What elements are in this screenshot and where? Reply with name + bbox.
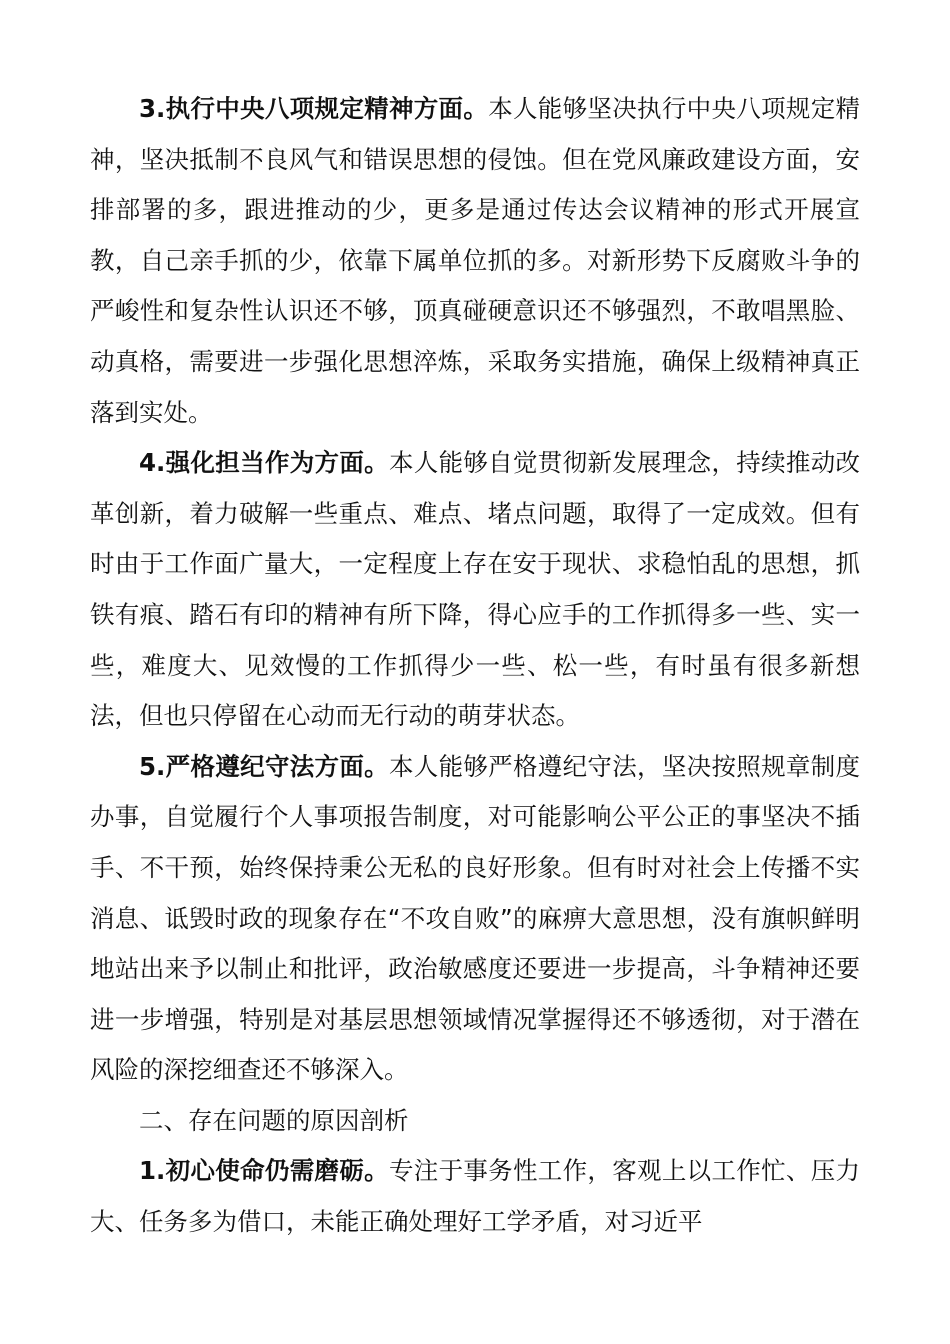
paragraph-cause-1 bbox=[90, 1146, 860, 1247]
document-body bbox=[90, 84, 860, 1248]
paragraph-text: 专注于事务性工作，客观上以工作忙、压力大、任务多为借口，未能正确处理好工学矛盾，对习近平 bbox=[90, 1156, 861, 1237]
paragraph-item-4 bbox=[90, 438, 860, 742]
paragraph-lead: 1.初心使命仍需磨砺。 bbox=[139, 1156, 389, 1186]
paragraph-text: 本人能够自觉贯彻新发展理念，持续推动改革创新，着力破解一些重点、难点、堵点问题，取得了一定成效。但有时由于工作面广量大，一定程度上存在安于现状、求稳怕乱的思想，抓铁有痕、踏石有印的精神有所下降，得心应手的工作抓得多一些、实一些，难度大、见效慢的工作抓得少一些、松一些，有时虽有很多新想法，但也只停留在心动而无行动的萌芽状态。 bbox=[90, 448, 861, 731]
section-heading: 二、存在问题的原因剖析 bbox=[139, 1105, 409, 1135]
paragraph-lead: 5.严格遵纪守法方面。 bbox=[139, 751, 389, 781]
paragraph-item-5 bbox=[90, 742, 860, 1096]
paragraph-text: 本人能够严格遵纪守法，坚决按照规章制度办事，自觉履行个人事项报告制度，对可能影响公平公正的事坚决不插手、不干预，始终保持秉公无私的良好形象。但有时对社会上传播不实消息、诋毁时政的现象存在“不攻自败”的麻痹大意思想，没有旗帜鲜明地站出来予以制止和批评，政治敏感度还要进一步提高，斗争精神还要进一步增强，特别是对基层思想领域情况掌握得还不够透彻，对于潜在风险的深挖细查还不够深入。 bbox=[90, 751, 861, 1085]
paragraph-text: 本人能够坚决执行中央八项规定精神，坚决抵制不良风气和错误思想的侵蚀。但在党风廉政建设方面，安排部署的多，跟进推动的少，更多是通过传达会议精神的形式开展宣教，自己亲手抓的少，依靠下属单位抓的多。对新形势下反腐败斗争的严峻性和复杂性认识还不够，顶真碰硬意识还不够强烈，不敢唱黑脸、动真格，需要进一步强化思想淬炼，采取务实措施，确保上级精神真正落到实处。 bbox=[90, 94, 861, 427]
paragraph-lead: 3.执行中央八项规定精神方面。 bbox=[139, 94, 489, 123]
paragraph-item-3 bbox=[90, 84, 860, 438]
paragraph-lead: 4.强化担当作为方面。 bbox=[139, 448, 389, 478]
